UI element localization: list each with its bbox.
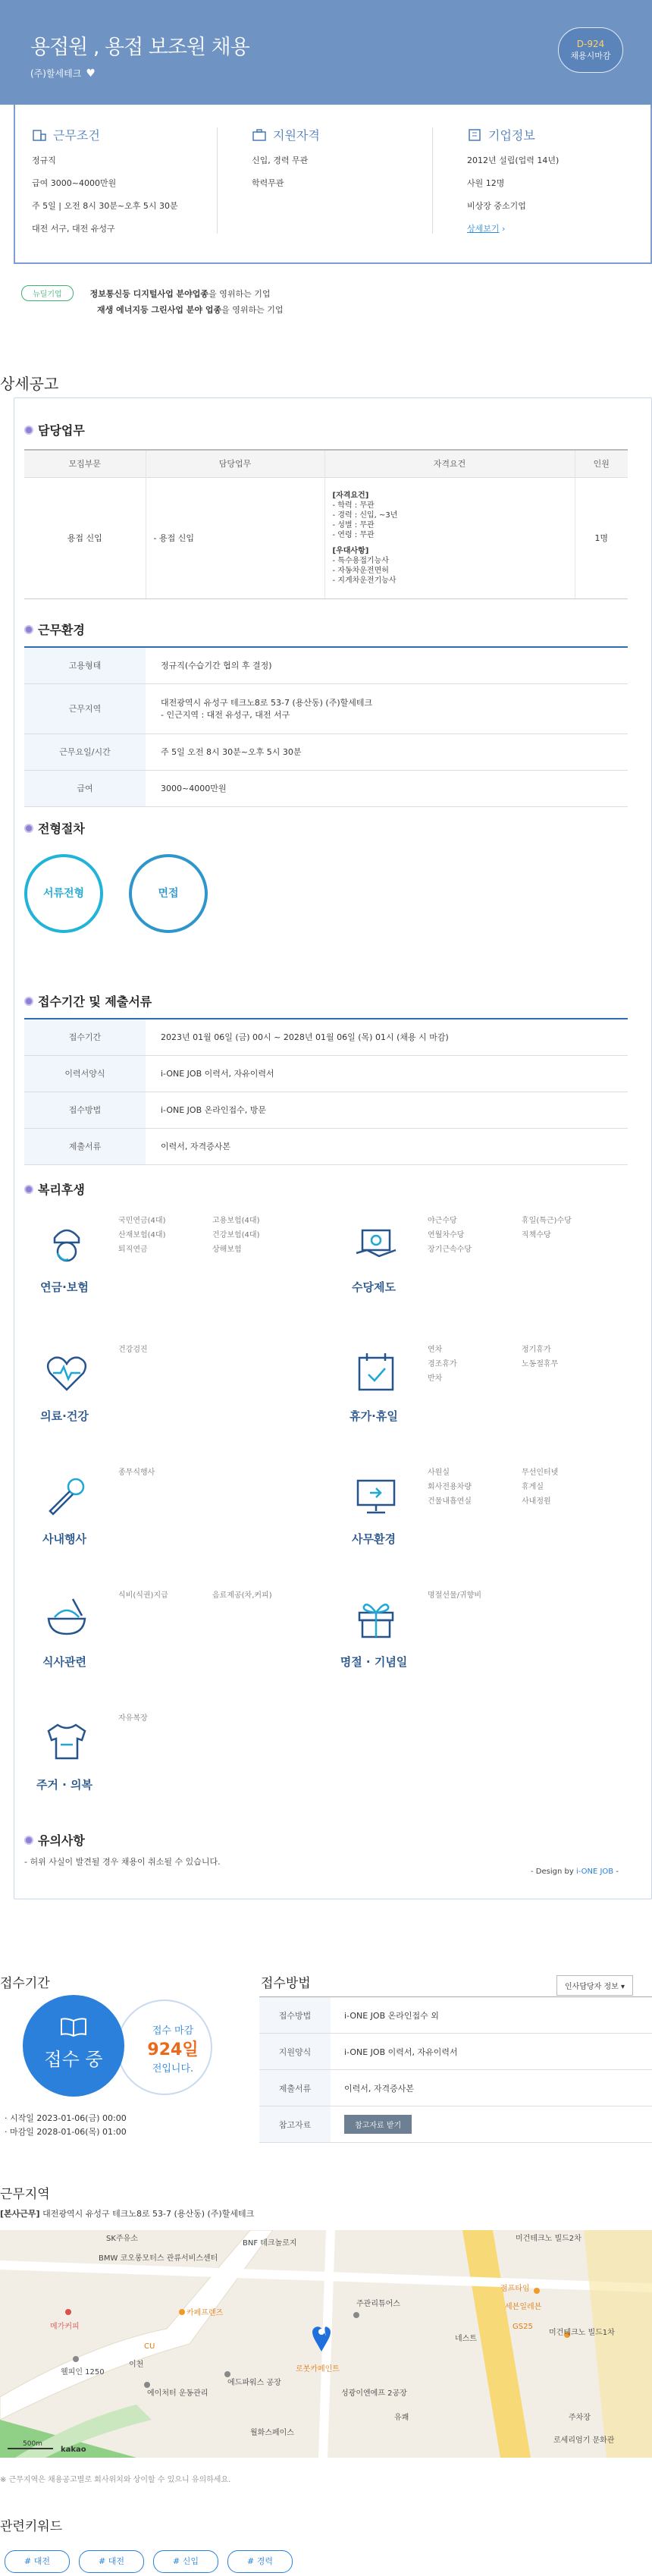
map-label: 메가커피 <box>50 2323 80 2331</box>
map-label: 세븐일레븐 <box>505 2303 542 2311</box>
method-table: 접수방법 i-ONE JOB 온라인접수 외 지원양식 i-ONE JOB 이력서, 자유이력서 제출서류 이력서, 자격증사본 참고자료 참고자료 받기 <box>259 1996 652 2143</box>
env-table: 고용형태 정규직(수습기간 협의 후 결정) 근무지역 대전광역시 유성구 테크노8로 53-7 (용산동) (주)할세테크 - 인근지역 : 대전 유성구, 대전 서구 근무요일/시간 주 5일 오전 8시 30분~오후 5시 30분 급여 3000~4000만원 <box>24 646 628 807</box>
map-label: 이천 <box>129 2361 144 2369</box>
work-condition-col <box>32 126 229 234</box>
welfare-holiday: 명절 · 기념일 명절선물/귀향비 <box>340 1591 481 1669</box>
location-note: ※ 근무지역은 채용공고별로 회사위치와 상이할 수 있으니 유의하세요. <box>0 2476 231 2484</box>
summary-box <box>14 105 652 264</box>
map-label: 미건테크노 빌드2차 <box>516 2235 581 2243</box>
duty-table <box>24 449 628 599</box>
design-credit: - Design by i-ONE JOB - <box>531 1868 619 1876</box>
work-line: 급여 3000~4000만원 <box>32 178 117 188</box>
bullet-icon <box>24 426 33 435</box>
period-end: · 마감일 2028-01-06(목) 01:00 <box>5 2127 127 2137</box>
caution-heading: 유의사항 <box>24 1831 85 1849</box>
qual-line: 학력무관 <box>252 178 284 188</box>
company-detail-link[interactable]: 상세보기 › <box>467 224 506 234</box>
welfare-pension: 연금·보험 국민연금(4대) 고용보험(4대) 산재보험(4대) 건강보험(4대) 퇴직연금 상해보험 <box>40 1217 260 1294</box>
pension-icon <box>42 1220 91 1268</box>
gift-icon <box>352 1594 400 1643</box>
apply-table: 접수기간 2023년 01월 06일 (금) 00시 ~ 2028년 01월 06일 (목) 01시 (채용 시 마감) 이력서양식 i-ONE JOB 이력서, 자유이력서 접수방법 i-ONE JOB 온라인접수, 방문 제출서류 이력서, 자격증사본 <box>24 1018 628 1165</box>
col-header: 자격요건 <box>324 450 575 477</box>
map-canvas[interactable] <box>0 2230 652 2458</box>
bullet-icon <box>24 997 33 1006</box>
company-building-icon <box>467 128 482 142</box>
map-label: CU <box>144 2342 155 2351</box>
duty-part: 용접 신입 <box>24 477 146 598</box>
process-step: 서류전형 <box>24 854 103 933</box>
monitor-icon <box>352 1472 400 1520</box>
calendar-icon <box>352 1349 400 1397</box>
welfare-meal: 식사관련 식비(식권)지급 음료제공(차,커피) <box>42 1591 272 1669</box>
duty-task: - 용접 신입 <box>146 477 324 598</box>
welfare-office: 사무환경 사원실 무선인터넷 회사전용차량 휴게실 건물내흡연실 사내정원 <box>352 1469 559 1546</box>
keyword-chip[interactable]: # 신입 <box>153 2550 218 2573</box>
deadline-circle: 접수 마감 924일 전입니다. <box>117 2000 212 2095</box>
bullet-icon <box>24 1185 33 1194</box>
qualification-heading: 지원자격 <box>252 126 449 143</box>
map-label: 성광이엔에프 2공장 <box>341 2389 407 2398</box>
rice-bowl-icon <box>42 1594 91 1643</box>
map-scale: 500m <box>23 2440 42 2448</box>
map-label: 월화스페이스 <box>250 2429 294 2437</box>
contact-info-button[interactable]: 인사담당자 정보 ▾ <box>556 1975 633 1996</box>
tag-bold: 재생 에너지등 그린사업 분야 업종 <box>97 305 222 315</box>
process-step: 면접 <box>129 854 208 933</box>
process-heading: 전형절차 <box>24 819 85 837</box>
work-line: 주 5일 | 오전 8시 30분~오후 5시 30분 <box>32 201 178 211</box>
map-label: BMW 코오롱모터스 관류서비스센터 <box>99 2254 218 2263</box>
newdeal-row-2 <box>97 303 283 316</box>
location-address: [본사근무] 대전광역시 유성구 테크노8로 53-7 (용산동) (주)할세테크 <box>0 2209 255 2219</box>
download-reference-button[interactable]: 참고자료 받기 <box>344 2115 412 2134</box>
dday-badge <box>558 27 623 73</box>
map-label: 네스트 <box>455 2335 477 2343</box>
heart-pulse-icon <box>42 1349 91 1397</box>
welfare-vacation: 휴가·휴일 연차 정기휴가 경조휴가 노동절휴무 반차 <box>350 1346 559 1423</box>
location-title: 근무지역 <box>0 2187 50 2202</box>
job-title: 용접원 , 용접 보조원 채용 <box>30 36 249 59</box>
briefcase-icon <box>252 128 267 142</box>
bullet-icon <box>24 625 33 634</box>
env-heading: 근무환경 <box>24 620 85 638</box>
newdeal-tag: 뉴딜기업 <box>21 285 74 301</box>
chevron-down-icon: ▾ <box>621 1983 625 1991</box>
tag-rest: 을 영위하는 기업 <box>208 288 271 299</box>
welfare-allowance: 수당제도 야근수당 휴일(특근)수당 연월차수당 직책수당 장기근속수당 <box>352 1217 572 1294</box>
tag-bold: 정보통신등 디지털사업 분야업종 <box>89 288 209 299</box>
apply-heading: 접수기간 및 제출서류 <box>24 992 152 1010</box>
map-label: 유쾌 <box>394 2414 409 2422</box>
map-label: 주관리튜어스 <box>356 2300 400 2308</box>
tag-rest: 을 영위하는 기업 <box>221 305 284 315</box>
map-label: GS25 <box>513 2323 533 2331</box>
qual-line: 신입, 경력 무관 <box>252 156 309 165</box>
period-title: 접수기간 <box>0 1976 50 1991</box>
map-label: 주차장 <box>569 2414 591 2422</box>
company-info-heading: 기업정보 <box>467 126 652 143</box>
welfare-clothing: 주거 · 의복 자유복장 <box>36 1714 148 1792</box>
duty-count: 1명 <box>575 477 628 598</box>
company-line: 2012년 설립(업력 14년) <box>467 156 560 165</box>
map-label: 미건테크노 빌드1차 <box>549 2329 615 2337</box>
bullet-icon <box>24 824 33 833</box>
map-label: 웰피인 1250 <box>61 2368 105 2377</box>
map-label: 카페프렌즈 <box>187 2309 224 2317</box>
keywords-title: 관련키워드 <box>0 2519 63 2534</box>
book-icon <box>58 2016 89 2039</box>
keyword-chip[interactable]: # 경력 <box>227 2550 293 2573</box>
col-header: 모집부문 <box>24 450 146 477</box>
welfare-medical: 의료·건강 건강검진 <box>40 1346 148 1423</box>
map-label: BNF 테크놀로지 <box>243 2239 297 2248</box>
dday-value: D-924 <box>576 39 605 49</box>
company-label: (주)할세테크 <box>30 68 82 79</box>
qualification-col <box>252 126 449 189</box>
kakao-logo: kakao <box>61 2446 86 2454</box>
divider <box>432 127 433 234</box>
caution-text: - 허위 사실이 발견될 경우 채용이 취소될 수 있습니다. <box>24 1857 221 1867</box>
map-label: 로세리엄기 문화관 <box>553 2436 615 2445</box>
dday-note: 채용시마감 <box>570 50 611 61</box>
job-header <box>0 0 652 105</box>
shirt-icon <box>42 1717 91 1766</box>
allowance-icon <box>352 1220 400 1268</box>
bullet-icon <box>24 1836 33 1845</box>
work-line: 대전 서구, 대전 유성구 <box>32 224 115 234</box>
newdeal-row <box>21 285 270 301</box>
welfare-heading: 복리후생 <box>24 1180 85 1198</box>
company-name[interactable] <box>30 67 96 80</box>
location-map[interactable] <box>0 2230 652 2458</box>
map-label: 에이처터 운동관리 <box>147 2389 208 2398</box>
work-condition-heading: 근무조건 <box>32 126 229 143</box>
welfare-event: 사내행사 종무식행사 <box>42 1469 155 1546</box>
col-header: 담당업무 <box>146 450 324 477</box>
status-circle: 접수 중 <box>23 1995 124 2097</box>
microphone-icon <box>42 1472 91 1520</box>
divider <box>217 127 218 234</box>
duty-heading: 담당업무 <box>24 421 85 438</box>
keyword-chip[interactable]: # 대전 <box>79 2550 144 2573</box>
duty-req: [자격요건] - 학력 : 무관 - 경력 : 신입, ~3년 - 성별 : 무관 - 연령 : 무관 [우대사항] - 특수용접기능사 - 자동차운전면허 - 지게차운전기능사 <box>324 477 575 598</box>
col-header: 인원 <box>575 450 628 477</box>
building-icon <box>32 128 47 142</box>
period-start: · 시작일 2023-01-06(금) 00:00 <box>5 2113 127 2123</box>
map-label: SK주유소 <box>106 2235 138 2243</box>
company-line: 비상장 중소기업 <box>467 201 526 211</box>
chevron-right-icon: › <box>502 224 506 234</box>
company-line: 사원 12명 <box>467 178 505 188</box>
work-line: 정규직 <box>32 156 56 165</box>
keyword-chip[interactable]: # 대전 <box>5 2550 70 2573</box>
map-label: 에드파워스 공장 <box>227 2379 281 2387</box>
detail-section-title: 상세공고 <box>0 375 59 393</box>
map-label: 로봇카페인트 <box>296 2365 340 2373</box>
map-label: 점프타임 <box>500 2285 530 2293</box>
heart-icon[interactable]: ♥ <box>86 68 96 80</box>
method-title: 접수방법 <box>261 1976 311 1991</box>
company-info-col <box>467 126 652 234</box>
